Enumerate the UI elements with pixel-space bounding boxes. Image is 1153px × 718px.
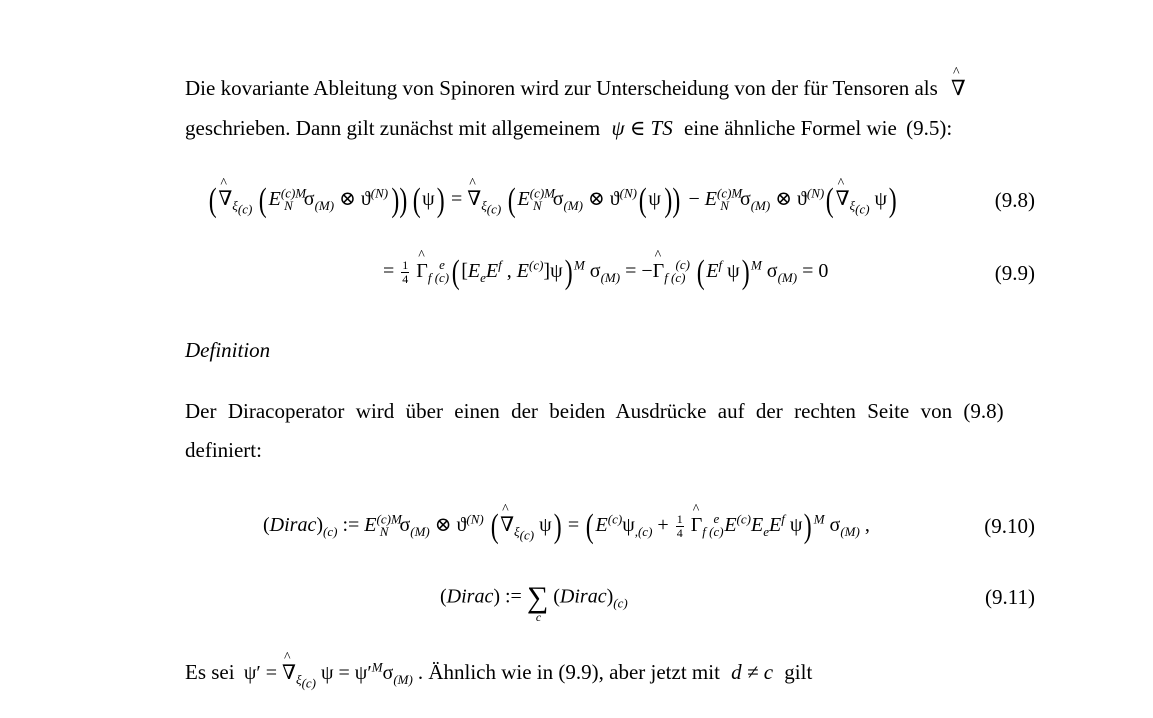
- equation-number-9-8: (9.8): [994, 188, 1035, 212]
- equation-9-9: = $\frac{1}{4}$ ^ $\Gamma_{f (c)}^e$ ([$E_eE^f$ , $E^{(c)}]\psi$) $^M$ $\sigma_{(M)}$ = −^ $\Gamma_{f (c)}^{(c)}$ ($E^f$ ψ) $^M$ $\sigma_{(M)} = 0$: [383, 256, 828, 290]
- paragraph-2-line-1: Der Diracoperator wird über einen der beiden Ausdrücke auf der rechten Seite von (9.8): [185, 399, 1004, 423]
- definition-heading: Definition: [185, 338, 271, 362]
- paragraph-1-line-2: [185, 118, 952, 139]
- paragraph-3-text-b: . Ähnlich wie in (9.9), aber jetzt mit: [417, 660, 720, 684]
- equation-number-9-10: (9.10): [984, 514, 1035, 538]
- paragraph-1-line-1-text: Die kovariante Ableitung von Spinoren wird zur Unterscheidung von der für Tensoren als: [185, 76, 938, 100]
- psi-in-ts-math: ψ ∈ TS: [611, 116, 673, 140]
- paragraph-1-line-2-text-b: eine ähnliche Formel wie: [683, 116, 897, 140]
- paragraph-1-line-2-text-a: geschrieben. Dann gilt zunächst mit allgemeinem: [185, 116, 601, 140]
- paragraph-2-line-2: definiert:: [185, 438, 262, 462]
- equation-number-9-9: (9.9): [994, 261, 1035, 285]
- nabla-hat-symbol: ^ ∇: [951, 78, 966, 99]
- reference-9-5: (9.5):: [906, 116, 953, 140]
- paragraph-3-text-a: Es sei: [185, 660, 235, 684]
- paragraph-3: [185, 659, 813, 691]
- paragraph-1-line-1: [185, 78, 966, 99]
- equation-9-11: (Dirac) := ∑ c $(Dirac)_{(c)}$: [440, 581, 628, 624]
- equation-9-8: (^ $\nabla_{\xi_{(c)}}$ ($E^{(c)M}_N$ $\sigma_{(M)}$ ⊗ $ϑ^{(N)}$)) (ψ) = ^ $\nabla_{\xi_{(c)}}$ ($E^{(c)M}_N$ $\sigma_{(M)}$ ⊗ $ϑ^{(N)}(\psi)) - E^{(c)M}_N$ $\sigma_{(M)}$ ⊗ $ϑ^{(N)}(\^{}$ $\nabla_{\xi_{(c)}}$ ψ): [207, 184, 898, 218]
- d-not-equal-c-math: d ≠ c: [731, 660, 774, 684]
- psi-prime-definition-math: ψ′ = ^ $\nabla_{\xi_{(c)}}$ $\psi = \psi'^M\sigma_{(M)}$: [244, 662, 418, 684]
- paragraph-3-text-c: gilt: [784, 660, 813, 684]
- equation-number-9-11: (9.11): [985, 585, 1035, 609]
- equation-9-10: $(Dirac)_{(c)}$ := $E^{(c)M}_N$ $\sigma_{(M)}$ ⊗ $ϑ^{(N)}$ (^ $\nabla_{\xi_{(c)}}$ $\psi) = (E^{(c)}\psi_{,(c)}$ + $\frac{1}{4}$ ^ $\Gamma_{f (c)}^e$ $E^{(c)}E_eE^f$ ψ) $^M$ $\sigma_{(M)}$ ,: [263, 510, 870, 544]
